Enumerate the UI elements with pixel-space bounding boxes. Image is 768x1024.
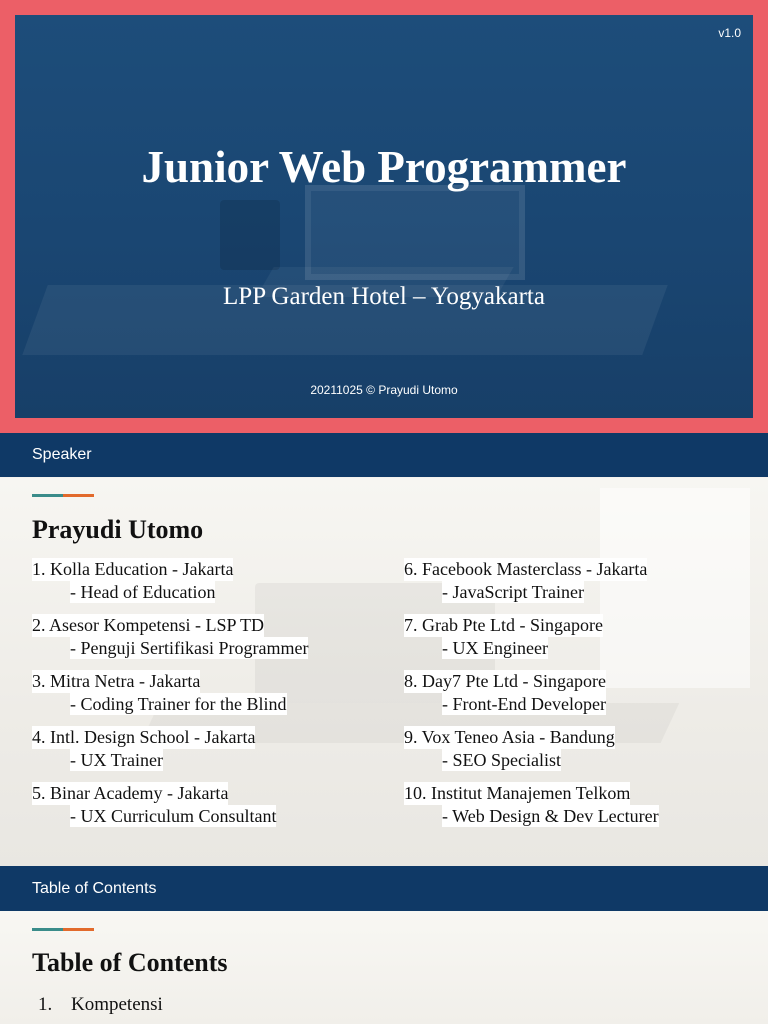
- experience-org: 10. Institut Manajemen Telkom: [404, 783, 631, 803]
- title-slide-background: [15, 15, 753, 418]
- section-bar-toc: Table of Contents: [0, 866, 768, 911]
- toc-item-label: Kompetensi: [71, 994, 163, 1015]
- speaker-slide: [0, 478, 768, 866]
- experience-org: 5. Binar Academy - Jakarta: [32, 783, 229, 803]
- experience-item: [32, 726, 308, 771]
- experience-org: 8. Day7 Pte Ltd - Singapore: [404, 671, 606, 691]
- experience-item: [404, 614, 659, 659]
- experience-role: - UX Curriculum Consultant: [70, 805, 277, 826]
- experience-org: 2. Asesor Kompetensi - LSP TD: [32, 615, 264, 635]
- experience-item: [404, 558, 659, 603]
- accent-line: [32, 928, 94, 931]
- experience-item: [32, 670, 308, 715]
- slide-title: Junior Web Programmer: [141, 142, 627, 192]
- experience-item: [32, 558, 308, 603]
- section-bar-speaker: Speaker: [0, 433, 768, 477]
- experience-item: [32, 614, 308, 659]
- experience-role: - UX Trainer: [70, 749, 163, 770]
- experience-item: [404, 670, 659, 715]
- title-slide: [0, 0, 768, 433]
- experience-role: - JavaScript Trainer: [442, 581, 584, 602]
- experience-column-left: [32, 558, 308, 838]
- experience-org: 3. Mitra Netra - Jakarta: [32, 671, 201, 691]
- experience-column-right: [404, 558, 659, 838]
- experience-role: - UX Engineer: [442, 637, 548, 658]
- experience-item: [32, 782, 308, 827]
- toc-item[interactable]: [38, 991, 163, 1018]
- experience-role: - Front-End Developer: [442, 693, 606, 714]
- toc-slide: [0, 911, 768, 1024]
- toc-item-number: 1.: [38, 994, 53, 1015]
- experience-item: [404, 782, 659, 827]
- experience-org: 7. Grab Pte Ltd - Singapore: [404, 615, 603, 635]
- experience-role: - Coding Trainer for the Blind: [70, 693, 287, 714]
- slide-subtitle: LPP Garden Hotel – Yogyakarta: [223, 283, 545, 310]
- laptop-decoration: [305, 185, 525, 280]
- mug-decoration: [220, 200, 280, 270]
- experience-org: 9. Vox Teneo Asia - Bandung: [404, 727, 615, 747]
- accent-line: [32, 494, 94, 497]
- speaker-name: Prayudi Utomo: [32, 515, 204, 544]
- experience-org: 1. Kolla Education - Jakarta: [32, 559, 234, 579]
- experience-item: [404, 726, 659, 771]
- experience-org: 4. Intl. Design School - Jakarta: [32, 727, 256, 747]
- toc-list: [38, 991, 163, 1018]
- experience-role: - Web Design & Dev Lecturer: [442, 805, 659, 826]
- slide-footer: 20211025 © Prayudi Utomo: [310, 383, 458, 397]
- toc-heading: Table of Contents: [32, 948, 228, 977]
- experience-org: 6. Facebook Masterclass - Jakarta: [404, 559, 648, 579]
- experience-role: - Head of Education: [70, 581, 216, 602]
- experience-role: - SEO Specialist: [442, 749, 561, 770]
- experience-role: - Penguji Sertifikasi Programmer: [70, 637, 309, 658]
- version-label: v1.0: [718, 26, 741, 40]
